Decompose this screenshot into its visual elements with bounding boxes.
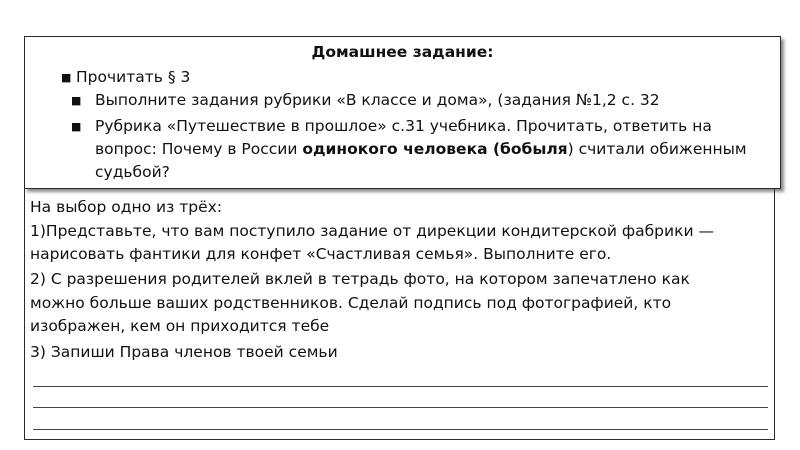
homework-item-2: Выполните задания рубрики «В классе и дома», (задания №1,2 с. 32: [95, 91, 660, 109]
bullet-icon: ■: [71, 120, 82, 133]
choice-box: [24, 188, 775, 440]
homework-box: [24, 36, 781, 189]
option-2-line-1: 2) С разрешения родителей вклей в тетрадь фото, на котором запечатлено как: [30, 270, 690, 288]
option-2-line-2: можно больше ваших родственников. Сделай подпись под фотографией, кто: [30, 294, 672, 312]
homework-item-1: Прочитать § 3: [76, 68, 191, 86]
item-3-text-end: ) считали обиженным: [567, 140, 747, 158]
homework-item-3-line-1: Рубрика «Путешествие в прошлое» с.31 учебника. Прочитать, ответить на: [95, 117, 712, 135]
item-3-text-start: вопрос: Почему в России: [95, 140, 303, 158]
answer-line[interactable]: [33, 407, 768, 408]
option-1-line-2: нарисовать фантики для конфет «Счастливая семья». Выполните его.: [30, 245, 612, 263]
choice-intro: На выбор одно из трёх:: [30, 198, 223, 216]
homework-title: Домашнее задание:: [311, 43, 494, 61]
bullet-icon: ■: [71, 94, 82, 107]
answer-line[interactable]: [33, 429, 768, 430]
homework-item-3-line-2: [95, 139, 747, 159]
option-3: 3) Запиши Права членов твоей семьи: [30, 343, 338, 361]
option-2-line-3: изображен, кем он приходится тебе: [30, 317, 330, 335]
bullet-icon: ■: [61, 71, 72, 84]
item-3-emphasis: одинокого человека (бобыля: [302, 140, 568, 158]
homework-item-3-line-3: судьбой?: [95, 163, 170, 181]
option-1-line-1: 1)Представьте, что вам поступило задание от дирекции кондитерской фабрики —: [30, 222, 714, 240]
answer-line[interactable]: [33, 386, 768, 387]
